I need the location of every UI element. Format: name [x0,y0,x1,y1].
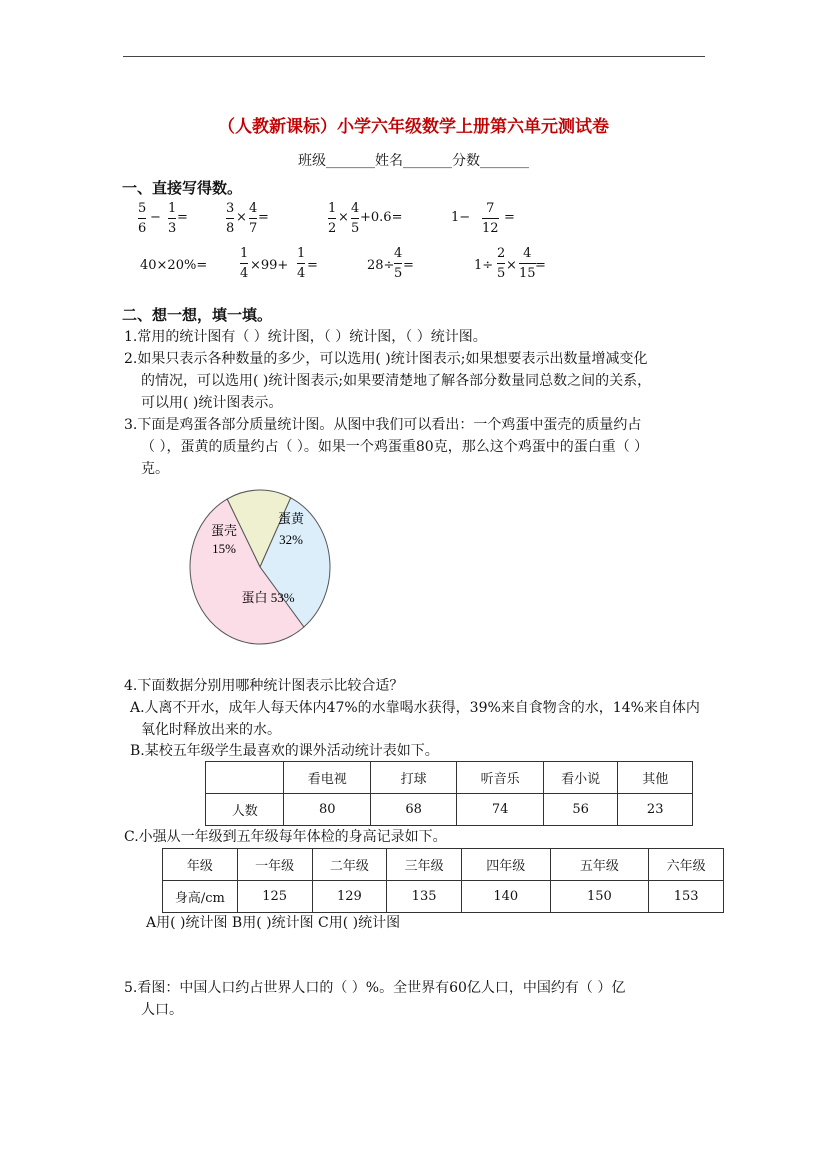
question-3-line3: 克。 [141,461,169,477]
question-4a-line1: A.人离不开水，成年人每天体内47%的水靠喝水获得，39%来自食物含的水，14%来自体内 [130,700,700,716]
activity-table [205,761,693,826]
fraction: 4 5 [394,246,403,281]
question-5-line2: 人口。 [141,1002,183,1018]
fraction: 7 12 [482,201,499,236]
pie-label-yolk: 蛋黄 [277,511,305,526]
fraction: 1 3 [168,201,177,236]
fraction: 4 15 [519,246,536,281]
question-5-line1: 5.看图：中国人口约占世界人口的（ ）%。全世界有60亿人口，中国约有（ ）亿 [124,980,626,996]
question-3-line1: 3.下面是鸡蛋各部分质量统计图。从图中我们可以看出：一个鸡蛋中蛋壳的质量约占 [124,417,642,433]
height-table [162,848,724,913]
fraction: 1 4 [297,246,306,281]
top-rule [123,56,705,57]
question-2-line1: 2.如果只表示各种数量的多少，可以选用( )统计图表示;如果想要表示出数量增减变化 [124,351,648,367]
question-4-answers: A用( )统计图 B用( )统计图 C用( )统计图 [146,915,401,931]
fraction: 4 7 [249,201,258,236]
question-2-line2: 的情况，可以选用( )统计图表示;如果要清楚地了解各部分数量同总数之间的关系， [141,373,652,389]
fraction: 4 5 [351,201,360,236]
table-row: 看电视 打球 听音乐 看小说 其他 [206,762,693,794]
table-row: 人数 80 68 74 56 23 [206,794,693,826]
question-4c: C.小强从一年级到五年级每年体检的身高记录如下。 [124,829,447,845]
section1-heading: 一、直接写得数。 [122,179,243,197]
student-info-line: 班级_______姓名_______分数_______ [298,153,529,169]
question-2-line3: 可以用( )统计图表示。 [141,395,283,411]
fraction: 1 2 [328,201,337,236]
fraction: 5 6 [138,201,147,236]
question-3-line2: （ ），蛋黄的质量约占（ ）。如果一个鸡蛋重80克，那么这个鸡蛋中的蛋白重（ ） [141,439,649,455]
pie-label-shell: 蛋壳 [210,523,238,538]
table-row: 身高/cm 125 129 135 140 150 153 [163,881,724,913]
pie-value-shell: 15% [212,541,236,556]
question-1: 1.常用的统计图有（ ）统计图，（ ）统计图，（ ）统计图。 [124,329,487,345]
fraction: 1 4 [240,246,249,281]
table-row: 年级 一年级 二年级 三年级 四年级 五年级 六年级 [163,849,724,881]
calc-2a: 40×20%= [140,258,208,273]
question-4b: B.某校五年级学生最喜欢的课外活动统计表如下。 [130,743,439,759]
egg-pie-chart [188,488,332,646]
section2-heading: 二、想一想，填一填。 [122,306,273,324]
pie-value-yolk: 32% [279,532,303,547]
question-4: 4.下面数据分别用哪种统计图表示比较合适？ [124,678,404,694]
pie-label-white: 蛋白 53% [241,590,295,605]
page-title: （人教新课标）小学六年级数学上册第六单元测试卷 [218,117,609,137]
question-4a-line2: 氧化时释放出来的水。 [141,722,281,738]
fraction: 2 5 [497,246,506,281]
fraction: 3 8 [226,201,235,236]
